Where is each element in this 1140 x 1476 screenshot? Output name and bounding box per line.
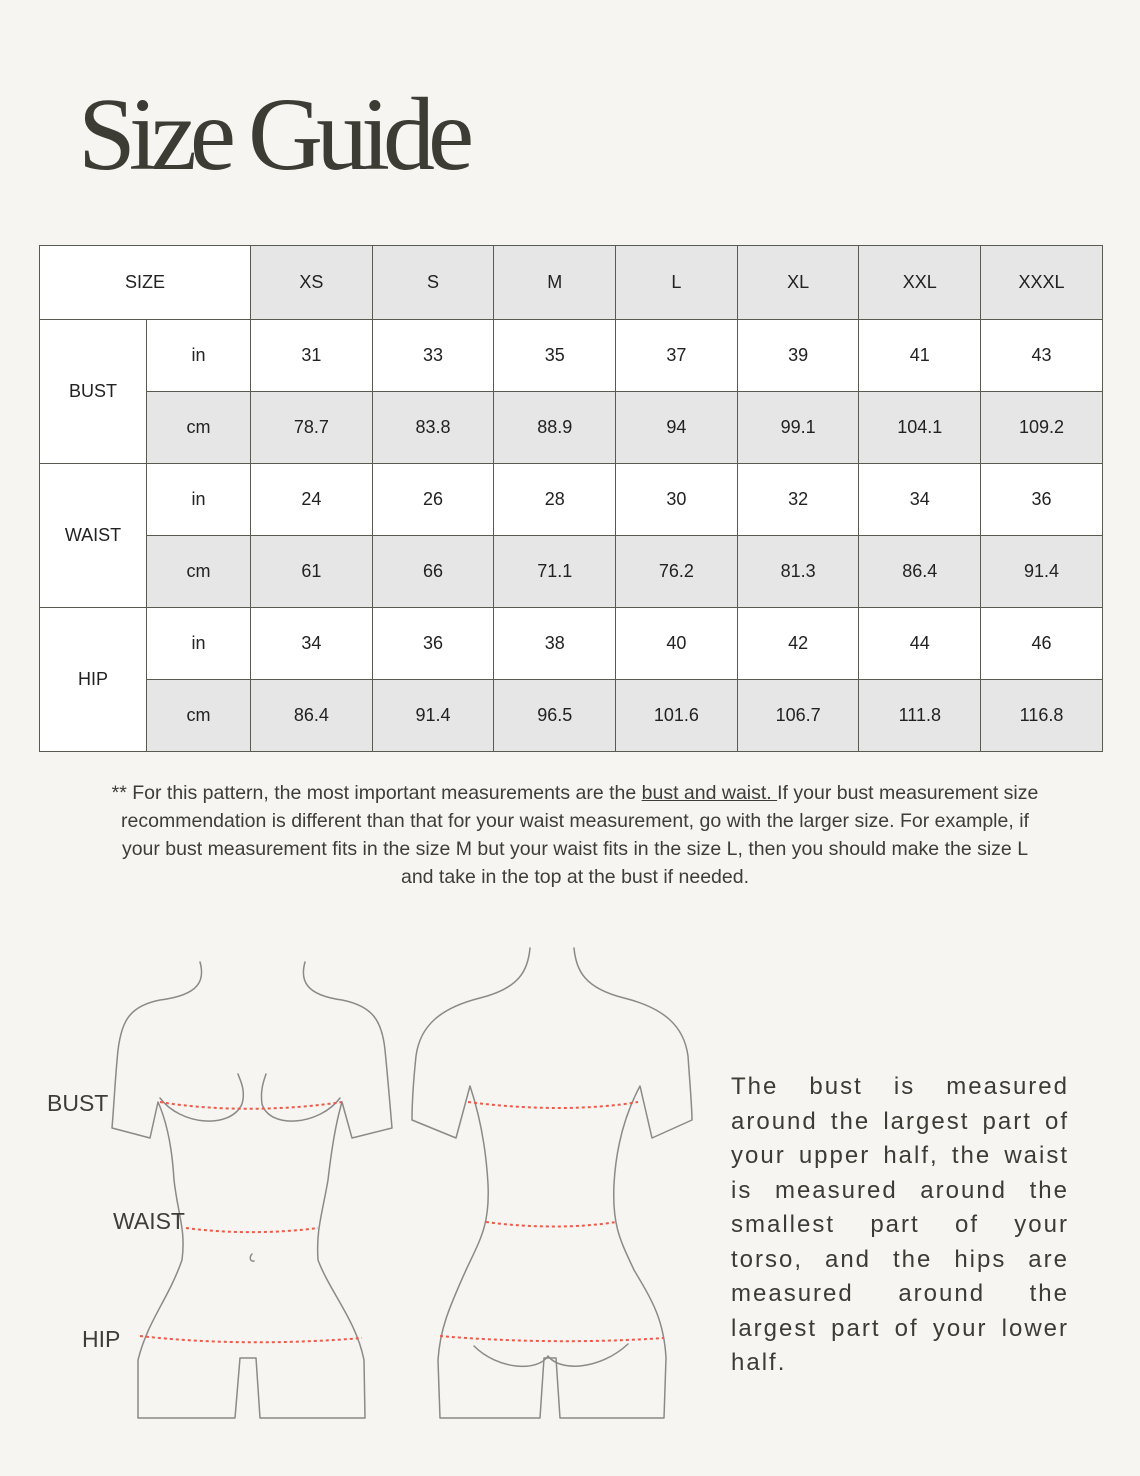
label-waist: WAIST xyxy=(113,1208,185,1234)
unit-label: cm xyxy=(147,680,251,752)
measurement-figure xyxy=(0,940,720,1445)
unit-label: cm xyxy=(147,536,251,608)
unit-label: in xyxy=(147,608,251,680)
front-chest-right xyxy=(261,1074,340,1121)
waist-in-row xyxy=(40,464,1103,536)
note-underlined: bust and waist. xyxy=(641,782,778,804)
measurement-value: 39 xyxy=(737,320,859,392)
measurement-value: 36 xyxy=(372,608,494,680)
measurement-value: 32 xyxy=(737,464,859,536)
measurement-value: 34 xyxy=(251,608,373,680)
measurement-value: 83.8 xyxy=(372,392,494,464)
measurement-value: 44 xyxy=(859,608,981,680)
back-waist-line xyxy=(486,1222,616,1227)
measurement-value: 88.9 xyxy=(494,392,616,464)
measurement-name: WAIST xyxy=(40,464,147,608)
measurement-value: 111.8 xyxy=(859,680,981,752)
size-xs: XS xyxy=(251,246,373,320)
pattern-note xyxy=(110,779,1040,891)
front-body-outline xyxy=(112,962,392,1418)
size-m: M xyxy=(494,246,616,320)
measurement-value: 35 xyxy=(494,320,616,392)
measurement-value: 94 xyxy=(616,392,738,464)
measurement-value: 101.6 xyxy=(616,680,738,752)
front-waist-line xyxy=(186,1228,318,1232)
measurement-value: 36 xyxy=(981,464,1103,536)
size-s: S xyxy=(372,246,494,320)
body-outline-illustration xyxy=(0,940,720,1440)
label-hip: HIP xyxy=(82,1326,121,1352)
note-text-end: If your bust measurement size recommendation is different than that for your waist measurement, go with the larger size. For example, if your bust measurement fits in the size M but your waist fits in the size L, then you should make the size L and take in the top at the bust if needed. xyxy=(121,782,1039,888)
measurement-value: 33 xyxy=(372,320,494,392)
measurement-value: 24 xyxy=(251,464,373,536)
measurement-value: 26 xyxy=(372,464,494,536)
size-l: L xyxy=(616,246,738,320)
back-body-outline xyxy=(412,948,692,1418)
measurement-value: 99.1 xyxy=(737,392,859,464)
measurement-value: 40 xyxy=(616,608,738,680)
hip-in-row xyxy=(40,608,1103,680)
size-header-label: SIZE xyxy=(40,246,251,320)
measurement-value: 78.7 xyxy=(251,392,373,464)
measurement-value: 43 xyxy=(981,320,1103,392)
size-header-row xyxy=(40,246,1103,320)
measurement-value: 66 xyxy=(372,536,494,608)
size-xxxl: XXXL xyxy=(981,246,1103,320)
measurement-value: 38 xyxy=(494,608,616,680)
measurement-value: 104.1 xyxy=(859,392,981,464)
label-bust: BUST xyxy=(47,1090,109,1116)
waist-cm-row xyxy=(40,536,1103,608)
measurement-value: 81.3 xyxy=(737,536,859,608)
measurement-value: 71.1 xyxy=(494,536,616,608)
front-bust-line xyxy=(160,1102,342,1109)
note-text-start: ** For this pattern, the most important measurements are the xyxy=(111,782,642,804)
unit-label: in xyxy=(147,320,251,392)
measurement-value: 37 xyxy=(616,320,738,392)
measurement-value: 61 xyxy=(251,536,373,608)
bust-in-row xyxy=(40,320,1103,392)
measurement-value: 86.4 xyxy=(859,536,981,608)
front-navel xyxy=(250,1254,254,1261)
back-seat-curve xyxy=(474,1344,628,1366)
back-hip-line xyxy=(440,1336,664,1341)
front-hip-line xyxy=(140,1336,362,1342)
hip-cm-row xyxy=(40,680,1103,752)
unit-label: cm xyxy=(147,392,251,464)
measurement-value: 106.7 xyxy=(737,680,859,752)
measurement-value: 41 xyxy=(859,320,981,392)
size-xxl: XXL xyxy=(859,246,981,320)
measurement-value: 30 xyxy=(616,464,738,536)
back-bust-line xyxy=(468,1102,638,1108)
measurement-value: 96.5 xyxy=(494,680,616,752)
measurement-value: 31 xyxy=(251,320,373,392)
measurement-value: 91.4 xyxy=(372,680,494,752)
measurement-value: 86.4 xyxy=(251,680,373,752)
size-xl: XL xyxy=(737,246,859,320)
measurement-value: 76.2 xyxy=(616,536,738,608)
measurement-value: 109.2 xyxy=(981,392,1103,464)
measurement-value: 91.4 xyxy=(981,536,1103,608)
measurement-value: 46 xyxy=(981,608,1103,680)
measurement-value: 116.8 xyxy=(981,680,1103,752)
front-chest-left xyxy=(160,1074,243,1121)
unit-label: in xyxy=(147,464,251,536)
measurement-value: 34 xyxy=(859,464,981,536)
measurement-name: BUST xyxy=(40,320,147,464)
measurement-value: 28 xyxy=(494,464,616,536)
bust-cm-row xyxy=(40,392,1103,464)
size-chart-table xyxy=(39,245,1103,752)
page-title: Size Guide xyxy=(78,77,468,192)
measurement-description: The bust is measured around the largest part of your upper half, the waist is measured around the smallest part of your torso, and the hips are measured around the largest part of your lower half. xyxy=(731,1073,1069,1376)
measurement-name: HIP xyxy=(40,608,147,752)
measurement-value: 42 xyxy=(737,608,859,680)
